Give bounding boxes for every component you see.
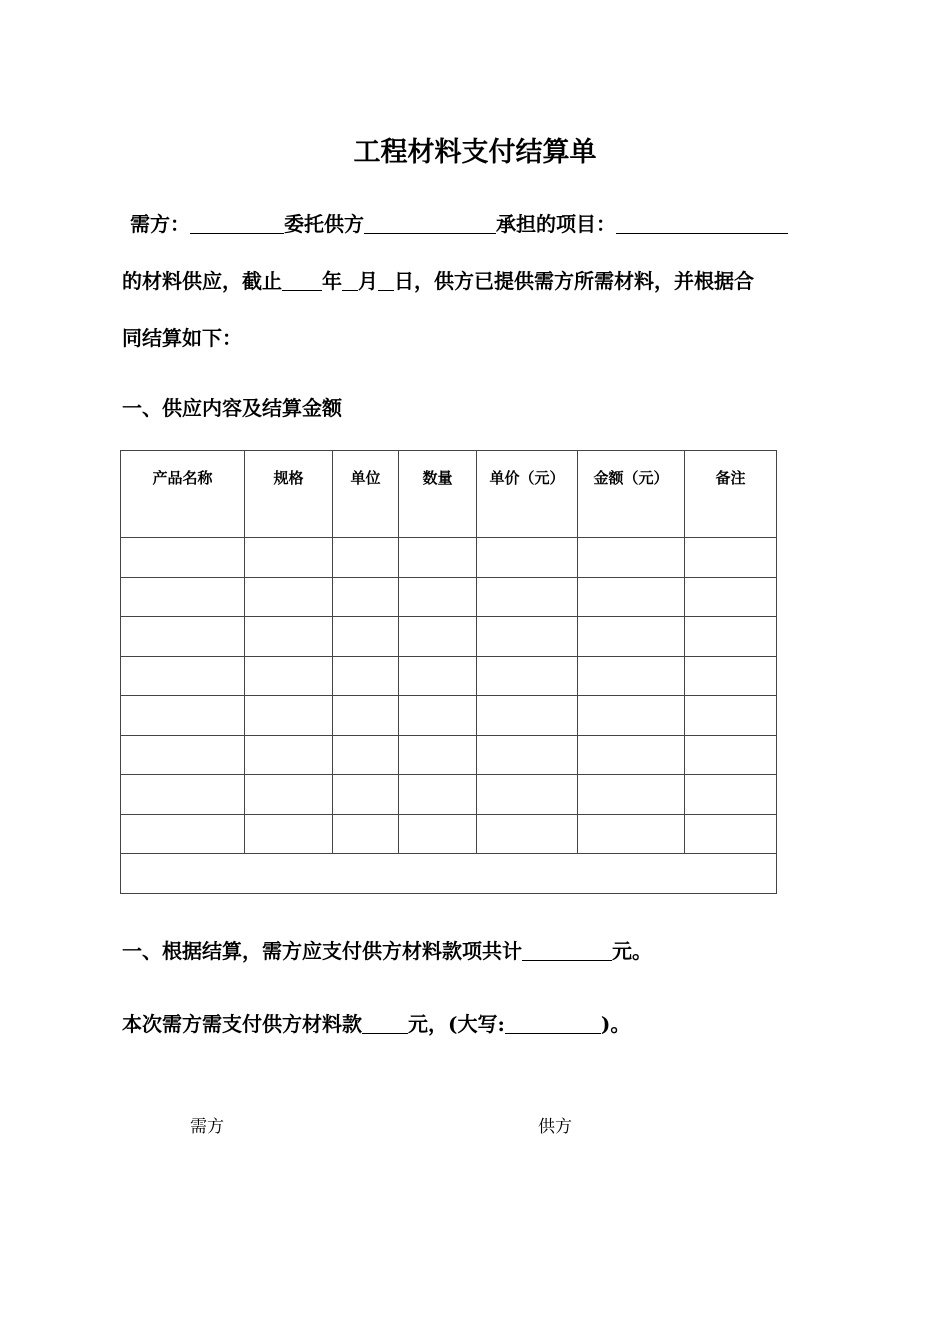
- table-cell[interactable]: [245, 775, 333, 815]
- supply-deadline-text: 的材料供应，截止: [122, 269, 282, 293]
- this-payment-suffix: )。: [600, 1012, 631, 1036]
- table-cell[interactable]: [685, 656, 777, 696]
- month-label: 月: [358, 269, 378, 293]
- table-cell[interactable]: [245, 814, 333, 854]
- this-payment-amount-blank[interactable]: [362, 1013, 408, 1034]
- table-row: [121, 656, 777, 696]
- table-header-row: [121, 451, 777, 538]
- table-cell[interactable]: [399, 696, 477, 736]
- total-amount-blank[interactable]: [522, 940, 612, 961]
- table-cell[interactable]: [477, 577, 578, 617]
- day-blank[interactable]: [378, 270, 394, 291]
- table-row: [121, 735, 777, 775]
- table-cell[interactable]: [121, 538, 245, 578]
- table-cell[interactable]: [685, 775, 777, 815]
- table-cell[interactable]: [685, 814, 777, 854]
- header-unit-price: 单价（元）: [477, 451, 578, 538]
- table-row: [121, 775, 777, 815]
- intro-line-2: [122, 265, 754, 294]
- table-row: [121, 577, 777, 617]
- table-total-cell[interactable]: [121, 854, 777, 894]
- header-spec: 规格: [245, 451, 333, 538]
- table-cell[interactable]: [578, 577, 685, 617]
- table-cell[interactable]: [477, 775, 578, 815]
- table-cell[interactable]: [477, 617, 578, 657]
- table-cell[interactable]: [121, 735, 245, 775]
- table-row: [121, 617, 777, 657]
- table-cell[interactable]: [333, 617, 399, 657]
- entrust-supplier-label: 委托供方: [284, 212, 364, 236]
- document-title: 工程材料支付结算单: [353, 137, 597, 168]
- table-cell[interactable]: [685, 696, 777, 736]
- table-cell[interactable]: [578, 538, 685, 578]
- summary-this-payment-line: [122, 1008, 630, 1037]
- table-cell[interactable]: [121, 656, 245, 696]
- intro-line-1: [130, 208, 788, 237]
- table-cell[interactable]: [245, 656, 333, 696]
- table-cell[interactable]: [399, 735, 477, 775]
- table-cell[interactable]: [578, 735, 685, 775]
- header-remarks: 备注: [685, 451, 777, 538]
- table-cell[interactable]: [399, 656, 477, 696]
- this-payment-capital-label: 元，(大写:: [408, 1012, 505, 1036]
- demand-party-blank[interactable]: [190, 213, 284, 234]
- table-cell[interactable]: [245, 696, 333, 736]
- section-heading-supply-content: 一、供应内容及结算金额: [122, 396, 342, 420]
- table-cell[interactable]: [333, 696, 399, 736]
- table-cell[interactable]: [399, 775, 477, 815]
- table-cell[interactable]: [477, 538, 578, 578]
- table-row: [121, 814, 777, 854]
- project-label: 承担的项目：: [496, 212, 616, 236]
- header-unit: 单位: [333, 451, 399, 538]
- capital-amount-blank[interactable]: [505, 1013, 601, 1034]
- table-cell[interactable]: [333, 814, 399, 854]
- table-cell[interactable]: [399, 538, 477, 578]
- table-cell[interactable]: [333, 735, 399, 775]
- table-cell[interactable]: [245, 538, 333, 578]
- day-and-statement-text: 日，供方已提供需方所需材料，并根据合: [394, 269, 754, 293]
- project-blank[interactable]: [616, 213, 788, 234]
- intro-line-3: 同结算如下：: [122, 326, 242, 350]
- table-cell[interactable]: [121, 696, 245, 736]
- month-blank[interactable]: [342, 270, 358, 291]
- signature-demand-party: 需方: [190, 1117, 224, 1137]
- table-cell[interactable]: [477, 735, 578, 775]
- total-currency-suffix: 元。: [612, 939, 652, 963]
- year-label: 年: [322, 269, 342, 293]
- table-row: [121, 538, 777, 578]
- table-cell[interactable]: [399, 814, 477, 854]
- table-cell[interactable]: [685, 735, 777, 775]
- table-cell[interactable]: [121, 775, 245, 815]
- summary-total-line: [122, 935, 652, 964]
- table-cell[interactable]: [333, 577, 399, 617]
- table-cell[interactable]: [477, 696, 578, 736]
- table-cell[interactable]: [685, 617, 777, 657]
- table-cell[interactable]: [399, 577, 477, 617]
- header-product-name: 产品名称: [121, 451, 245, 538]
- table-cell[interactable]: [333, 538, 399, 578]
- table-cell[interactable]: [578, 814, 685, 854]
- table-cell[interactable]: [477, 814, 578, 854]
- header-amount: 金额（元）: [578, 451, 685, 538]
- settlement-table: [120, 450, 777, 894]
- table-cell[interactable]: [121, 577, 245, 617]
- table-cell[interactable]: [245, 617, 333, 657]
- demand-party-label: 需方：: [130, 212, 190, 236]
- table-cell[interactable]: [578, 617, 685, 657]
- year-blank[interactable]: [282, 270, 322, 291]
- table-cell[interactable]: [245, 577, 333, 617]
- table-cell[interactable]: [399, 617, 477, 657]
- this-payment-text: 本次需方需支付供方材料款: [122, 1012, 362, 1036]
- table-cell[interactable]: [477, 656, 578, 696]
- signature-supply-party: 供方: [538, 1117, 572, 1137]
- table-cell[interactable]: [578, 775, 685, 815]
- table-cell[interactable]: [121, 814, 245, 854]
- table-cell[interactable]: [333, 656, 399, 696]
- table-cell[interactable]: [578, 696, 685, 736]
- table-cell[interactable]: [685, 538, 777, 578]
- table-row: [121, 696, 777, 736]
- table-cell[interactable]: [333, 775, 399, 815]
- table-cell[interactable]: [245, 735, 333, 775]
- supplier-blank[interactable]: [364, 213, 496, 234]
- header-quantity: 数量: [399, 451, 477, 538]
- table-cell[interactable]: [685, 577, 777, 617]
- table-cell[interactable]: [578, 656, 685, 696]
- table-total-row: [121, 854, 777, 894]
- total-payable-text: 一、根据结算，需方应支付供方材料款项共计: [122, 939, 522, 963]
- table-cell[interactable]: [121, 617, 245, 657]
